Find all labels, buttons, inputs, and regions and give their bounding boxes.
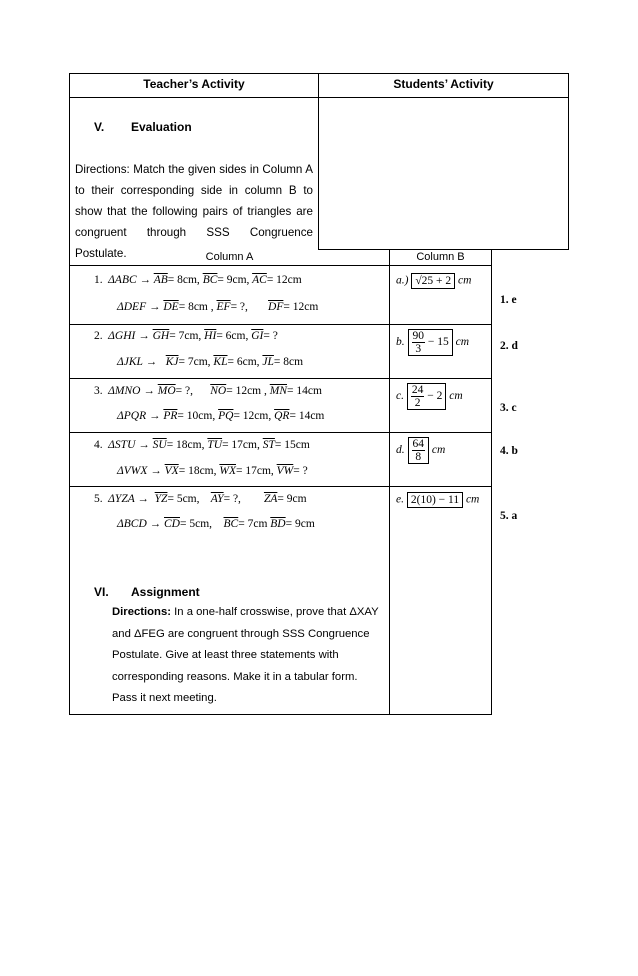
assignment-directions-label: Directions:: [112, 606, 172, 618]
directions-line-3: show that the following pairs of triangles are: [75, 205, 313, 218]
rule-row3: [69, 432, 492, 433]
answer-4: 4. b: [500, 445, 518, 457]
assignment-line-1: Directions: In a one-half crosswise, prove that ΔXAY: [112, 606, 379, 618]
answer-1: 1. e: [500, 294, 517, 306]
evaluation-title: Evaluation: [131, 120, 192, 134]
assignment-line-3: Postulate. Give at least three statements with: [112, 649, 339, 661]
rule-mid-upper: [318, 73, 319, 250]
answer-2: 2. d: [500, 340, 518, 352]
choice-b: b. $\frac{90}{3}$ − 15 cm: [396, 330, 470, 355]
item-2-line-1: 2. $\Delta GHI \to \overline{GH}= 7cm$, $\overline{HI}= 6cm$, $\overline{GI}=$ ?: [94, 330, 278, 342]
rule-row1: [69, 324, 492, 325]
rule-right-bottom: [318, 249, 569, 250]
item-1-line-1: 1. $\Delta ABC \to \overline{AB}= 8cm$, $\overline{BC}= 9cm$, $\overline{AC}= 12cm$: [94, 274, 302, 286]
assignment-line-2: and ΔFEG are congruent through SSS Congruence: [112, 627, 370, 640]
choice-d: d. $\frac{64}{8}$ cm: [396, 438, 446, 463]
directions-line-4: congruent through SSS Congruence Postulate.: [75, 226, 313, 260]
choice-c: c. $\frac{24}{2}$ − 2 cm: [396, 384, 463, 409]
rule-right-lower: [491, 250, 492, 715]
directions-line-1: Directions: Match the given sides in Column A: [75, 163, 313, 176]
choice-e: e. 2(10) − 11 cm: [396, 493, 480, 506]
answer-5: 5. a: [500, 510, 518, 522]
item-2-line-2: ΔJKL → $\overline{KJ}= 7cm$, $\overline{KL}= 6cm$, $\overline{JL}= 8cm$: [117, 356, 304, 368]
rule-row2: [69, 378, 492, 379]
assignment-title: Assignment: [131, 585, 200, 599]
assignment-directions: [112, 602, 387, 710]
item-5-line-2: $\Delta BCD \to \overline{CD}= 5cm$, $\overline{BC}= 7cm$ $\overline{BD}= 9cm$: [117, 518, 315, 530]
rule-top: [69, 73, 569, 74]
rule-colhead-bottom: [69, 265, 492, 266]
item-4-line-1: 4. $\Delta STU \to \overline{SU}= 18cm$, $\overline{TU}= 17cm$, $\overline{ST}= 15cm$: [94, 439, 310, 451]
item-1-line-2: $\Delta DEF \to \overline{DE}= 8cm$ , $\overline{EF}=$ ?, $\overline{DF}= 12cm$: [117, 301, 319, 313]
rule-bottom: [69, 714, 492, 715]
answer-3: 3. c: [500, 402, 517, 414]
choice-a: a.) √25 + 2 cm: [396, 274, 472, 287]
students-activity-header: Students’ Activity: [393, 77, 494, 91]
item-3-line-1: 3. $\Delta MNO \to \overline{MO}=$ ?, $\overline{NO}= 12cm$ , $\overline{MN}= 14cm$: [94, 385, 322, 397]
item-3-line-2: $\Delta PQR \to \overline{PR}= 10cm$, $\overline{PQ}= 12cm$, $\overline{QR}= 14cm$: [117, 410, 325, 422]
rule-header-bottom: [69, 97, 569, 98]
rule-left-upper: [69, 73, 70, 250]
evaluation-directions: [75, 159, 313, 264]
rule-col-divider: [389, 250, 390, 715]
column-b-header: Column B: [416, 251, 465, 263]
rule-left-lower: [69, 250, 70, 715]
directions-line-2: to their corresponding side in column B to: [75, 184, 313, 197]
item-5-line-1: 5. $\Delta YZA \to \overline{YZ}= 5cm$, $\overline{AY}=$ ?, $\overline{ZA}= 9cm$: [94, 493, 307, 505]
column-a-header: Column A: [205, 251, 254, 263]
item-4-line-2: $\Delta VWX \to \overline{VX}= 18cm$, $\overline{WX}= 17cm$, $\overline{VW}=$ ?: [117, 465, 308, 477]
assignment-line-5: Pass it next meeting.: [112, 692, 217, 704]
rule-right-upper: [568, 73, 569, 249]
teacher-activity-header: Teacher’s Activity: [143, 77, 245, 91]
assignment-numeral: VI.: [94, 585, 109, 599]
rule-row4: [69, 486, 492, 487]
assignment-line-4: corresponding reasons. Make it in a tabular form.: [112, 670, 358, 683]
evaluation-numeral: V.: [94, 120, 105, 134]
